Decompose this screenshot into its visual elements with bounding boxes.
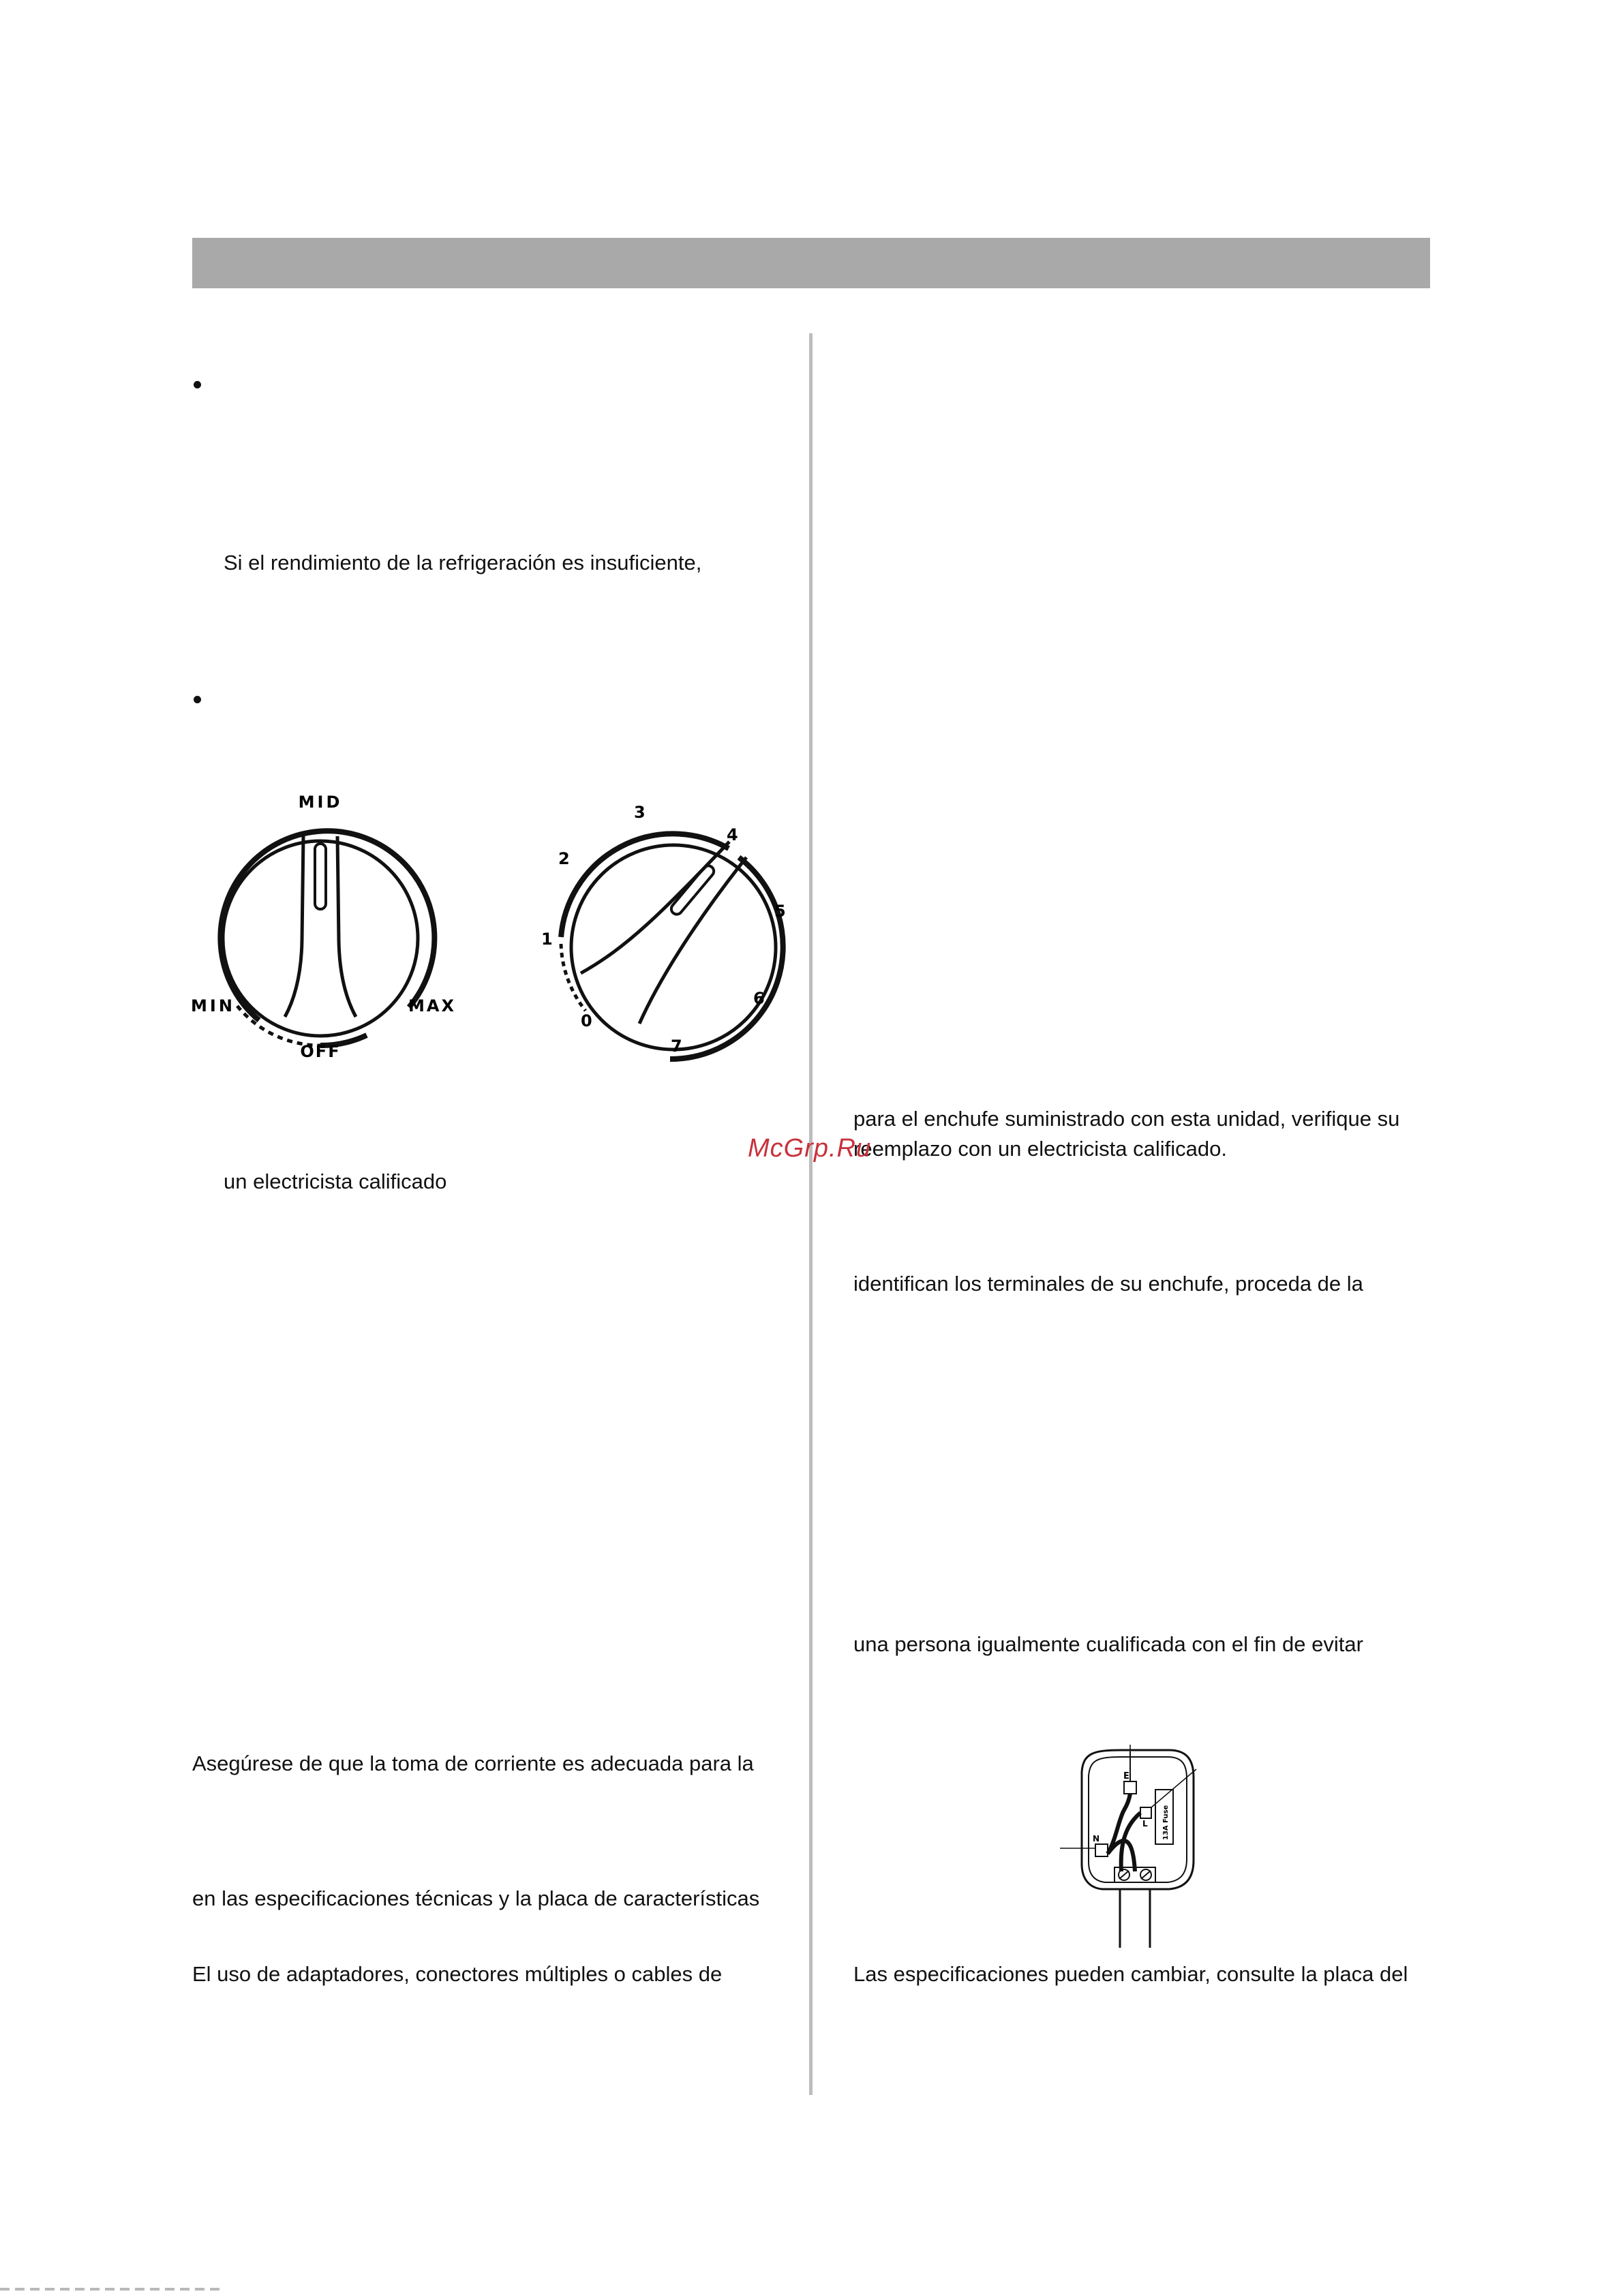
bullet-2 xyxy=(194,696,201,703)
right-text-2: reemplazo con un electricista calificado. xyxy=(853,1137,1227,1161)
left-text-2: un electricista calificado xyxy=(224,1169,447,1193)
dial-label-min: MIN xyxy=(191,996,235,1015)
dial-label-mid: MID xyxy=(298,793,343,812)
right-text-3: identifican los terminales de su enchufe, proceda de la xyxy=(853,1272,1363,1296)
bullet-1 xyxy=(194,381,201,388)
left-text-3: Asegúrese de que la toma de corriente es adecuada para la xyxy=(192,1751,754,1775)
section-header-bar xyxy=(192,238,1430,288)
dial-label-off: OFF xyxy=(300,1042,341,1061)
dial-label-2: 2 xyxy=(558,849,570,868)
left-text-5: El uso de adaptadores, conectores múltiples o cables de xyxy=(192,1962,723,1986)
dial-label-5: 5 xyxy=(774,902,786,921)
dial-label-1: 1 xyxy=(541,930,553,949)
dial-label-4: 4 xyxy=(727,825,738,844)
plug-label-fuse: 13A Fuse xyxy=(1162,1805,1170,1840)
thermostat-dial-mid-max xyxy=(184,784,457,1070)
dial-label-max: MAX xyxy=(408,996,456,1015)
plug-label-neutral: N xyxy=(1093,1834,1100,1843)
plug-label-earth: E xyxy=(1123,1771,1129,1781)
left-text-1: Si el rendimiento de la refrigeración es insuficiente, xyxy=(224,551,702,575)
plug-wiring-diagram xyxy=(1053,1745,1217,1949)
dial-label-3: 3 xyxy=(634,803,646,822)
watermark: McGrp.Ru xyxy=(748,1134,872,1163)
dial-label-7: 7 xyxy=(671,1037,682,1056)
footer-scan-mark xyxy=(0,2288,225,2291)
right-text-4: una persona igualmente cualificada con el fin de evitar xyxy=(853,1632,1363,1656)
plug-label-live: L xyxy=(1142,1819,1148,1828)
dial-label-0: 0 xyxy=(581,1011,592,1030)
right-text-5: Las especificaciones pueden cambiar, consulte la placa del xyxy=(853,1962,1408,1986)
column-divider xyxy=(809,333,813,2095)
right-text-1: para el enchufe suministrado con esta unidad, verifique su xyxy=(853,1107,1400,1131)
left-text-4: en las especificaciones técnicas y la placa de características xyxy=(192,1886,760,1910)
dial-label-6: 6 xyxy=(753,989,765,1008)
thermostat-dial-numbered xyxy=(525,784,798,1070)
